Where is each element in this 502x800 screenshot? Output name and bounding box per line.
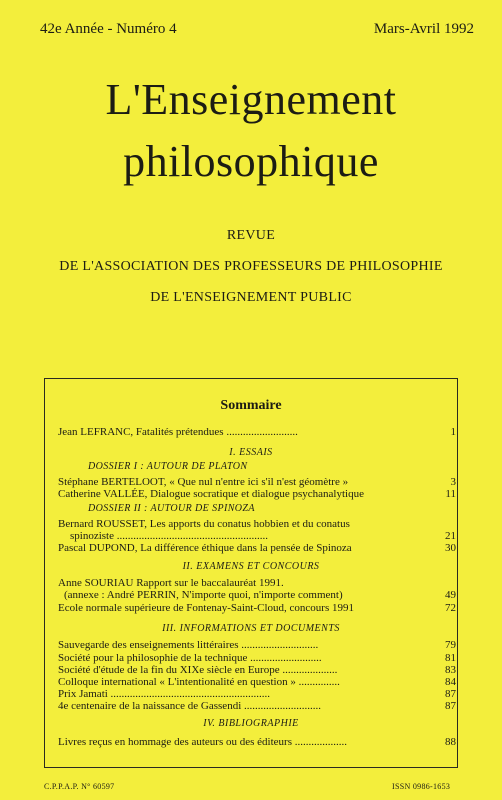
section-heading: I. ESSAIS [229,447,273,458]
issue-date: Mars-Avril 1992 [373,21,474,37]
section-heading: II. EXAMENS ET CONCOURS [182,561,320,572]
section-heading: IV. BIBLIOGRAPHIE [203,718,299,729]
dossier-heading: DOSSIER II : AUTOUR DE SPINOZA [88,503,255,514]
dossier-heading: DOSSIER I : AUTOUR DE PLATON [88,461,248,472]
journal-title-line2: philosophique [123,137,379,186]
subtitle-revue: REVUE [226,228,276,243]
issue-number: 42e Année - Numéro 4 [40,21,177,37]
sommaire-heading: Sommaire [220,398,282,413]
cppap-number: C.P.P.A.P. N° 60597 [44,782,115,791]
issn-number: ISSN 0986-1653 [392,782,451,791]
subtitle-association: DE L'ASSOCIATION DES PROFESSEURS DE PHILOSOPHIE [59,259,443,274]
journal-title-line1: L'Enseignement [105,75,397,124]
section-heading: III. INFORMATIONS ET DOCUMENTS [162,623,340,634]
subtitle-enseignement: DE L'ENSEIGNEMENT PUBLIC [150,290,352,305]
